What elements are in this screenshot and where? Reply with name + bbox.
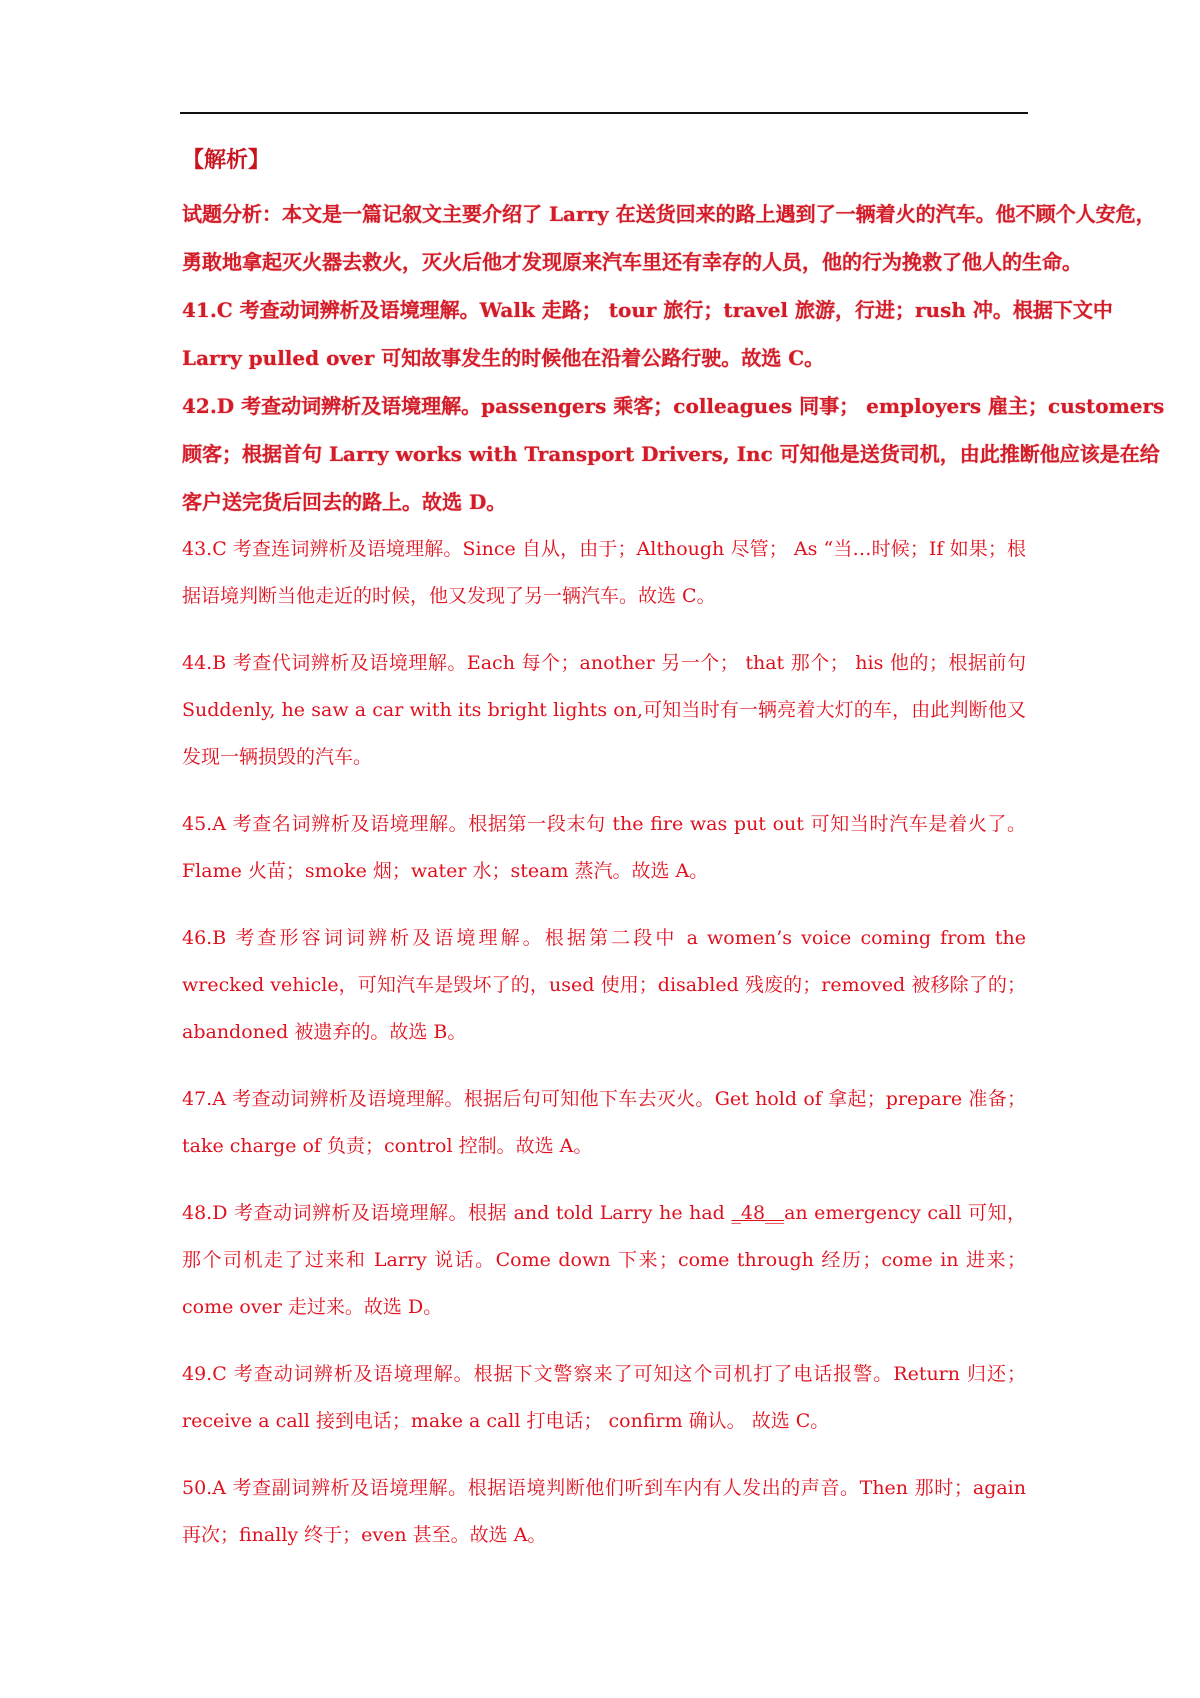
answer-41: 41.C 考查动词辨析及语境理解。Walk 走路； tour 旅行；travel 旅游，行进；rush 冲。根据下文中 Larry pulled over 可知故事发生的时候他在沿着公路行驶。故选 C。 bbox=[182, 298, 1113, 370]
answer-42: 42.D 考查动词辨析及语境理解。passengers 乘客；colleagues 同事； employers 雇主；customers 顾客；根据首句 Larry works with Transport Drivers, Inc 可知他是送货司机，由此推断他应该是在给客户送完货后回去的路上。故选 D。 bbox=[182, 394, 1165, 514]
section-title: 【解析】 bbox=[182, 148, 271, 173]
analysis-lower bbox=[182, 526, 1026, 1559]
document-body bbox=[182, 146, 1182, 1579]
answer-43: 43.C 考查连词辨析及语境理解。Since 自从，由于；Although 尽管； As “当…时候；If 如果；根据语境判断当他走近的时候，他又发现了另一辆汽车。故选 C。 bbox=[182, 538, 1026, 607]
analysis-upper bbox=[182, 190, 1182, 526]
answer-46: 46.B 考查形容词词辨析及语境理解。根据第二段中 a women’s voice coming from the wrecked vehicle，可知汽车是毁坏了的，used 使用；disabled 残废的；removed 被移除了的；abandoned 被遗弃的。故选 B。 bbox=[182, 927, 1026, 1043]
summary-paragraph: 试题分析：本文是一篇记叙文主要介绍了 Larry 在送货回来的路上遇到了一辆着火的汽车。他不顾个人安危，勇敢地拿起灭火器去救火，灭火后他才发现原来汽车里还有幸存的人员，他的行为挽救了他人的生命。 bbox=[182, 202, 1156, 274]
answer-48-after: an emergency call 可知，那个司机走了过来和 Larry 说话。Come down 下来；come through 经历；come in 进来；come over 走过来。故选 D。 bbox=[182, 1202, 1026, 1318]
answer-49: 49.C 考查动词辨析及语境理解。根据下文警察来了可知这个司机打了电话报警。Return 归还； receive a call 接到电话；make a call 打电话； confirm 确认。 故选 C。 bbox=[182, 1363, 1026, 1432]
answer-44: 44.B 考查代词辨析及语境理解。Each 每个；another 另一个； that 那个； his 他的；根据前句 Suddenly, he saw a car with its bright lights on,可知当时有一辆亮着大灯的车，由此判断他又发现一辆损毁的汽车。 bbox=[182, 652, 1026, 768]
answer-47: 47.A 考查动词辨析及语境理解。根据后句可知他下车去灭火。Get hold of 拿起；prepare 准备；take charge of 负责；control 控制。故选 A。 bbox=[182, 1088, 1026, 1157]
header-rule bbox=[180, 112, 1028, 114]
answer-48 bbox=[182, 1190, 1026, 1331]
answer-48-before: 48.D 考查动词辨析及语境理解。根据 and told Larry he had bbox=[182, 1202, 732, 1224]
blank-48: _48__ bbox=[731, 1202, 785, 1224]
answer-45: 45.A 考查名词辨析及语境理解。根据第一段末句 the fire was put out 可知当时汽车是着火了。Flame 火苗；smoke 烟；water 水；steam 蒸汽。故选 A。 bbox=[182, 813, 1026, 882]
answer-50: 50.A 考查副词辨析及语境理解。根据语境判断他们听到车内有人发出的声音。Then 那时；again 再次；finally 终于；even 甚至。故选 A。 bbox=[182, 1477, 1026, 1546]
